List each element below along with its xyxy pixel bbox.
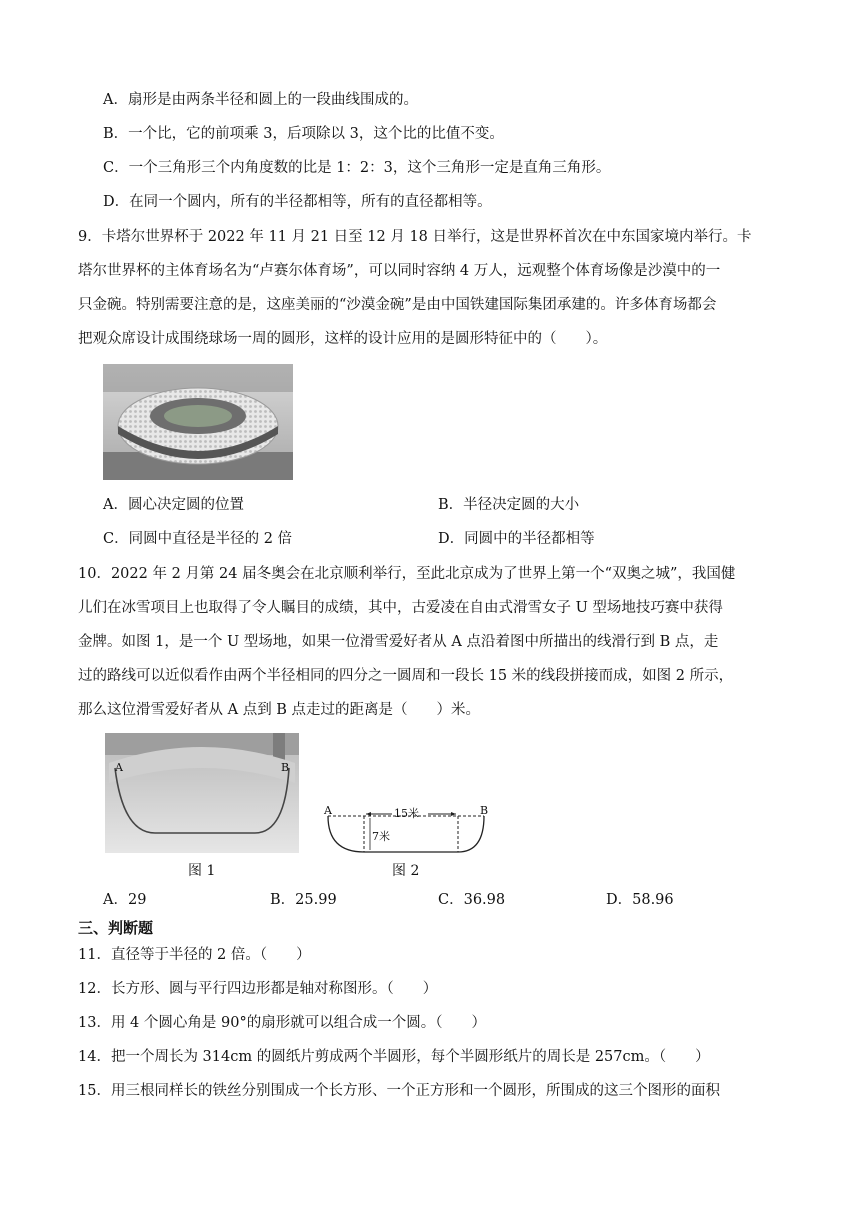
q9-text-line: 只金碗。特别需要注意的是，这座美丽的“沙漠金碗”是由中国铁建国际集团承建的。许多体育场都会 — [78, 297, 717, 313]
q8-option-a: A．扇形是由两条半径和圆上的一段曲线围成的。 — [103, 92, 418, 108]
halfpipe-diagram — [320, 800, 500, 860]
q9-option-b: B．半径决定圆的大小 — [438, 497, 580, 513]
q8-option-b: B．一个比，它的前项乘 3，后项除以 3，这个比的比值不变。 — [103, 126, 504, 142]
fig2-point-b: B — [480, 804, 489, 817]
q9-option-c: C．同圆中直径是半径的 2 倍 — [103, 531, 293, 547]
fig2-length-label: 15米 — [394, 807, 419, 820]
q10-text-line: 10．2022 年 2 月第 24 届冬奥会在北京顺利举行，至此北京成为了世界上第一个“双奥之城”，我国健 — [78, 566, 736, 582]
q10-option-a: A．29 — [103, 892, 147, 908]
fig2-point-a: A — [324, 804, 332, 817]
q10-option-c: C．36.98 — [438, 892, 506, 908]
q8-option-d: D．在同一个圆内，所有的半径都相等，所有的直径都相等。 — [103, 194, 492, 210]
q10-text-line: 那么这位滑雪爱好者从 A 点到 B 点走过的距离是（ ）米。 — [78, 702, 481, 718]
q9-text-line: 塔尔世界杯的主体育场名为“卢赛尔体育场”，可以同时容纳 4 万人，远观整个体育场像是沙漠中的一 — [78, 263, 721, 279]
judge-question: 14．把一个周长为 314cm 的圆纸片剪成两个半圆形，每个半圆形纸片的周长是 257cm。（ ） — [78, 1049, 710, 1065]
q9-option-a: A．圆心决定圆的位置 — [103, 497, 244, 513]
fig1-point-b: B — [281, 761, 290, 774]
fig2-caption: 图 2 — [392, 863, 420, 879]
q9-text-line: 把观众席设计成围绕球场一周的圆形，这样的设计应用的是圆形特征中的（ ）。 — [78, 331, 608, 347]
section-heading: 三、判断题 — [78, 919, 154, 937]
fig1-caption: 图 1 — [188, 863, 216, 879]
fig2-radius-label: 7米 — [372, 830, 390, 843]
q10-option-d: D．58.96 — [606, 892, 674, 908]
q9-text-line: 9．卡塔尔世界杯于 2022 年 11 月 21 日至 12 月 18 日举行，这是世界杯首次在中东国家境内举行。卡 — [78, 229, 752, 245]
halfpipe-photo — [105, 733, 299, 853]
q8-option-c: C．一个三角形三个内角度数的比是 1：2：3，这个三角形一定是直角三角形。 — [103, 160, 611, 176]
stadium-photo — [103, 364, 293, 480]
judge-question: 12．长方形、圆与平行四边形都是轴对称图形。（ ） — [78, 981, 438, 997]
q10-text-line: 儿们在冰雪项目上也取得了令人瞩目的成绩，其中，古爱凌在自由式滑雪女子 U 型场地技巧赛中获得 — [78, 600, 723, 616]
q10-text-line: 金牌。如图 1，是一个 U 型场地，如果一位滑雪爱好者从 A 点沿着图中所描出的线滑行到 B 点，走 — [78, 634, 719, 650]
fig1-point-a: A — [115, 761, 123, 774]
q10-text-line: 过的路线可以近似看作由两个半径相同的四分之一圆周和一段长 15 米的线段拼接而成，如图 2 所示， — [78, 668, 734, 684]
q9-option-d: D．同圆中的半径都相等 — [438, 531, 595, 547]
judge-question: 13．用 4 个圆心角是 90°的扇形就可以组合成一个圆。（ ） — [78, 1015, 486, 1031]
judge-question: 11．直径等于半径的 2 倍。（ ） — [78, 947, 311, 963]
q10-option-b: B．25.99 — [270, 892, 337, 908]
judge-question: 15．用三根同样长的铁丝分别围成一个长方形、一个正方形和一个圆形，所围成的这三个图形的面积 — [78, 1083, 720, 1099]
